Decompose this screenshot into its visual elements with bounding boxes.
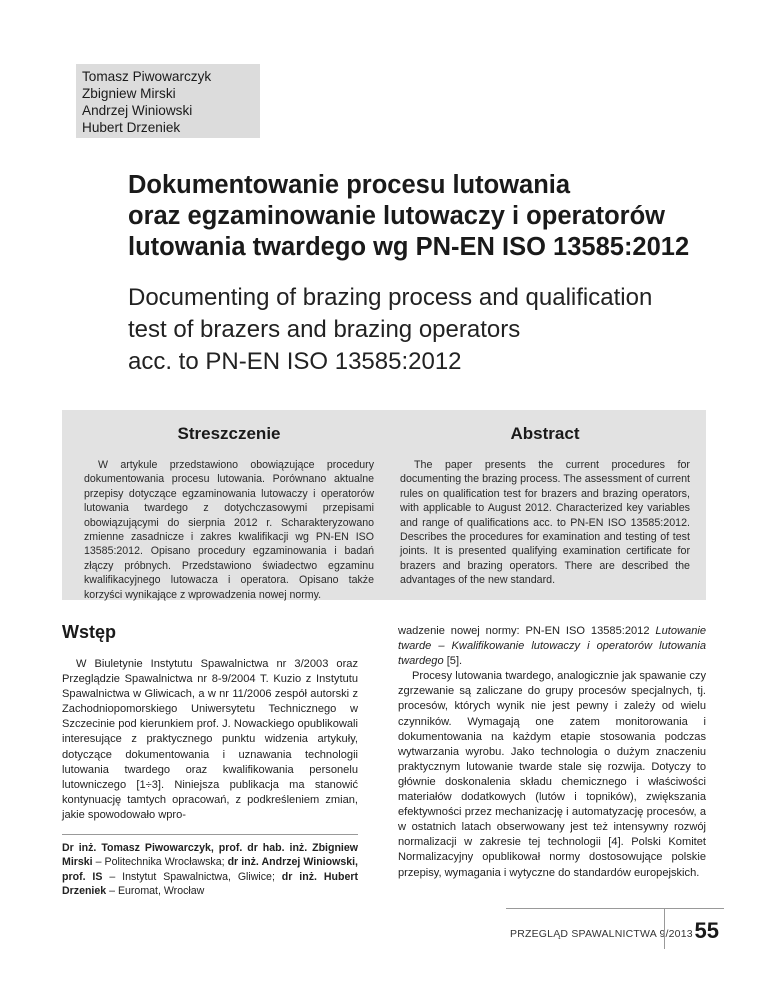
title-english xyxy=(128,282,748,378)
streszczenie-text: W artykule przedstawiono obowiązujące procedury dokumentowania procesu lutowania. Porównano aktualne przepisy dotyczące egzaminowania lutowaczy i operatorów lutowania twardego z dotychczasowymi przepisami obowiązującymi do sierpnia 2012 r. Scharakteryzowano zmienne zasadnicze i zakres kwalifikacji wg PN-EN ISO 13585:2012. Opisano procedury egzaminowania i badań złączy próbnych. Przedstawiono świadectwo egzaminu kwalifikacyjnego lutowacza i operatora. Opisano także korzyści wynikające z wprowadzenia nowej normy. xyxy=(84,459,374,601)
page-number: 55 xyxy=(694,918,719,943)
author-name: Zbigniew Mirski xyxy=(82,86,176,101)
title-line: Dokumentowanie procesu lutowania xyxy=(128,171,571,199)
author-name: Tomasz Piwowarczyk xyxy=(82,69,212,84)
intro-column-1 xyxy=(62,657,358,823)
intro-paragraph-continued xyxy=(398,624,706,669)
page-number-box xyxy=(664,908,725,949)
abstract-text: The paper presents the current procedures for documenting the brazing process. The assessment of current rules on qualification test for brazers and brazing operators, with applicable to August 2012. Characterized key variables and range of qualifications acc. to PN-EN ISO 13585:2012. Describes the procedures for examination and testing of test joints. It is presented qualifying examination certificate for brazers and brazing operators. There are described the advantages of the new standard. xyxy=(400,459,690,587)
author-affiliation xyxy=(62,834,358,899)
abstract-heading: Abstract xyxy=(510,424,580,443)
intro-paragraph: W Biuletynie Instytutu Spawalnictwa nr 3/2003 oraz Przeglądzie Spawalnictwa nr 8-9/2004 T. Kuzio z Instytutu Spawalnictwa w Gliwicach, a w nr 11/2006 zespół autorski z Zachodniopomorskiego Uniwersytetu Technicznego w Szczecinie pod kierunkiem prof. J. Nowackiego opublikowali interesujące z praktycznego punktu widzenia artykuły, dotyczące dokumentowania i uznawania technologii lutowania twardego oraz kwalifikowania personelu lutowniczego [1÷3]. Niniejsza publikacja ma stanowić kontynuację tamtych opracowań, z podkreśleniem zmian, jakie spowodowało wpro- xyxy=(62,658,358,821)
standard-title: Lutowanie twarde – Kwalifikowanie lutowaczy i operatorów lutowania twardego xyxy=(398,625,706,668)
author-name: Andrzej Winiowski xyxy=(82,103,193,118)
author-name: Hubert Drzeniek xyxy=(82,120,181,135)
title-line: acc. to PN-EN ISO 13585:2012 xyxy=(128,348,462,375)
affiliation-institution: – Instytut Spawalnictwa, Gliwice; xyxy=(102,870,282,883)
abstract-box xyxy=(62,410,706,600)
streszczenie-heading: Streszczenie xyxy=(177,424,281,443)
affiliation-names: dr inż. Andrzej Winiowski, prof. IS xyxy=(62,856,358,883)
reference: [5]. xyxy=(443,655,463,668)
title-line: oraz egzaminowanie lutowaczy i operatorów xyxy=(128,202,666,230)
intro-paragraph: Procesy lutowania twardego, analogicznie jak spawanie czy zgrzewanie są zaliczane do grupy procesów specjalnych, tj. procesów, których wynik nie jest pewny i zależy od wielu czynników. Wymagają one zatem monitorowania i dokumentowania na każdym etapie stosowania podczas wytwarzania wyrobu. Jako technologia o dużym znaczeniu praktycznym lutowanie twarde stale się rozwija. Dotyczy to głównie doskonalenia składu chemicznego i właściwości materiałów dodatkowych (lutów i topników), zwiększania efektywności przez mechanizację i automatyzację procesów, a w ostatnich latach obserwowany jest też intensywny rozwój normalizacji w zakresie tej technologii [4]. Polski Komitet Normalizacyjny opublikował normy dostosowujące polskie przepisy, wymagania i wytyczne do standardów europejskich. xyxy=(398,670,706,879)
title-polish xyxy=(128,170,748,263)
intro-column-2 xyxy=(398,624,706,881)
title-line: Documenting of brazing process and qualification xyxy=(128,284,653,311)
journal-name: PRZEGLĄD SPAWALNICTWA 9/2013 xyxy=(510,928,693,940)
title-line: lutowania twardego wg PN-EN ISO 13585:2012 xyxy=(128,233,690,261)
affiliation-names: Dr inż. Tomasz Piwowarczyk, prof. dr hab. inż. Zbigniew Mirski xyxy=(62,842,358,869)
title-line: test of brazers and brazing operators xyxy=(128,316,521,343)
page-footer xyxy=(506,908,724,949)
paragraph-lead: wadzenie nowej normy: PN-EN ISO 13585:2012 xyxy=(398,625,656,637)
author-list xyxy=(76,64,260,138)
affiliation-institution: – Euromat, Wrocław xyxy=(106,885,205,898)
affiliation-names: dr inż. Hubert Drzeniek xyxy=(62,870,358,898)
section-heading-intro: Wstęp xyxy=(62,622,116,642)
affiliation-institution: – Politechnika Wrocławska; xyxy=(92,856,228,869)
